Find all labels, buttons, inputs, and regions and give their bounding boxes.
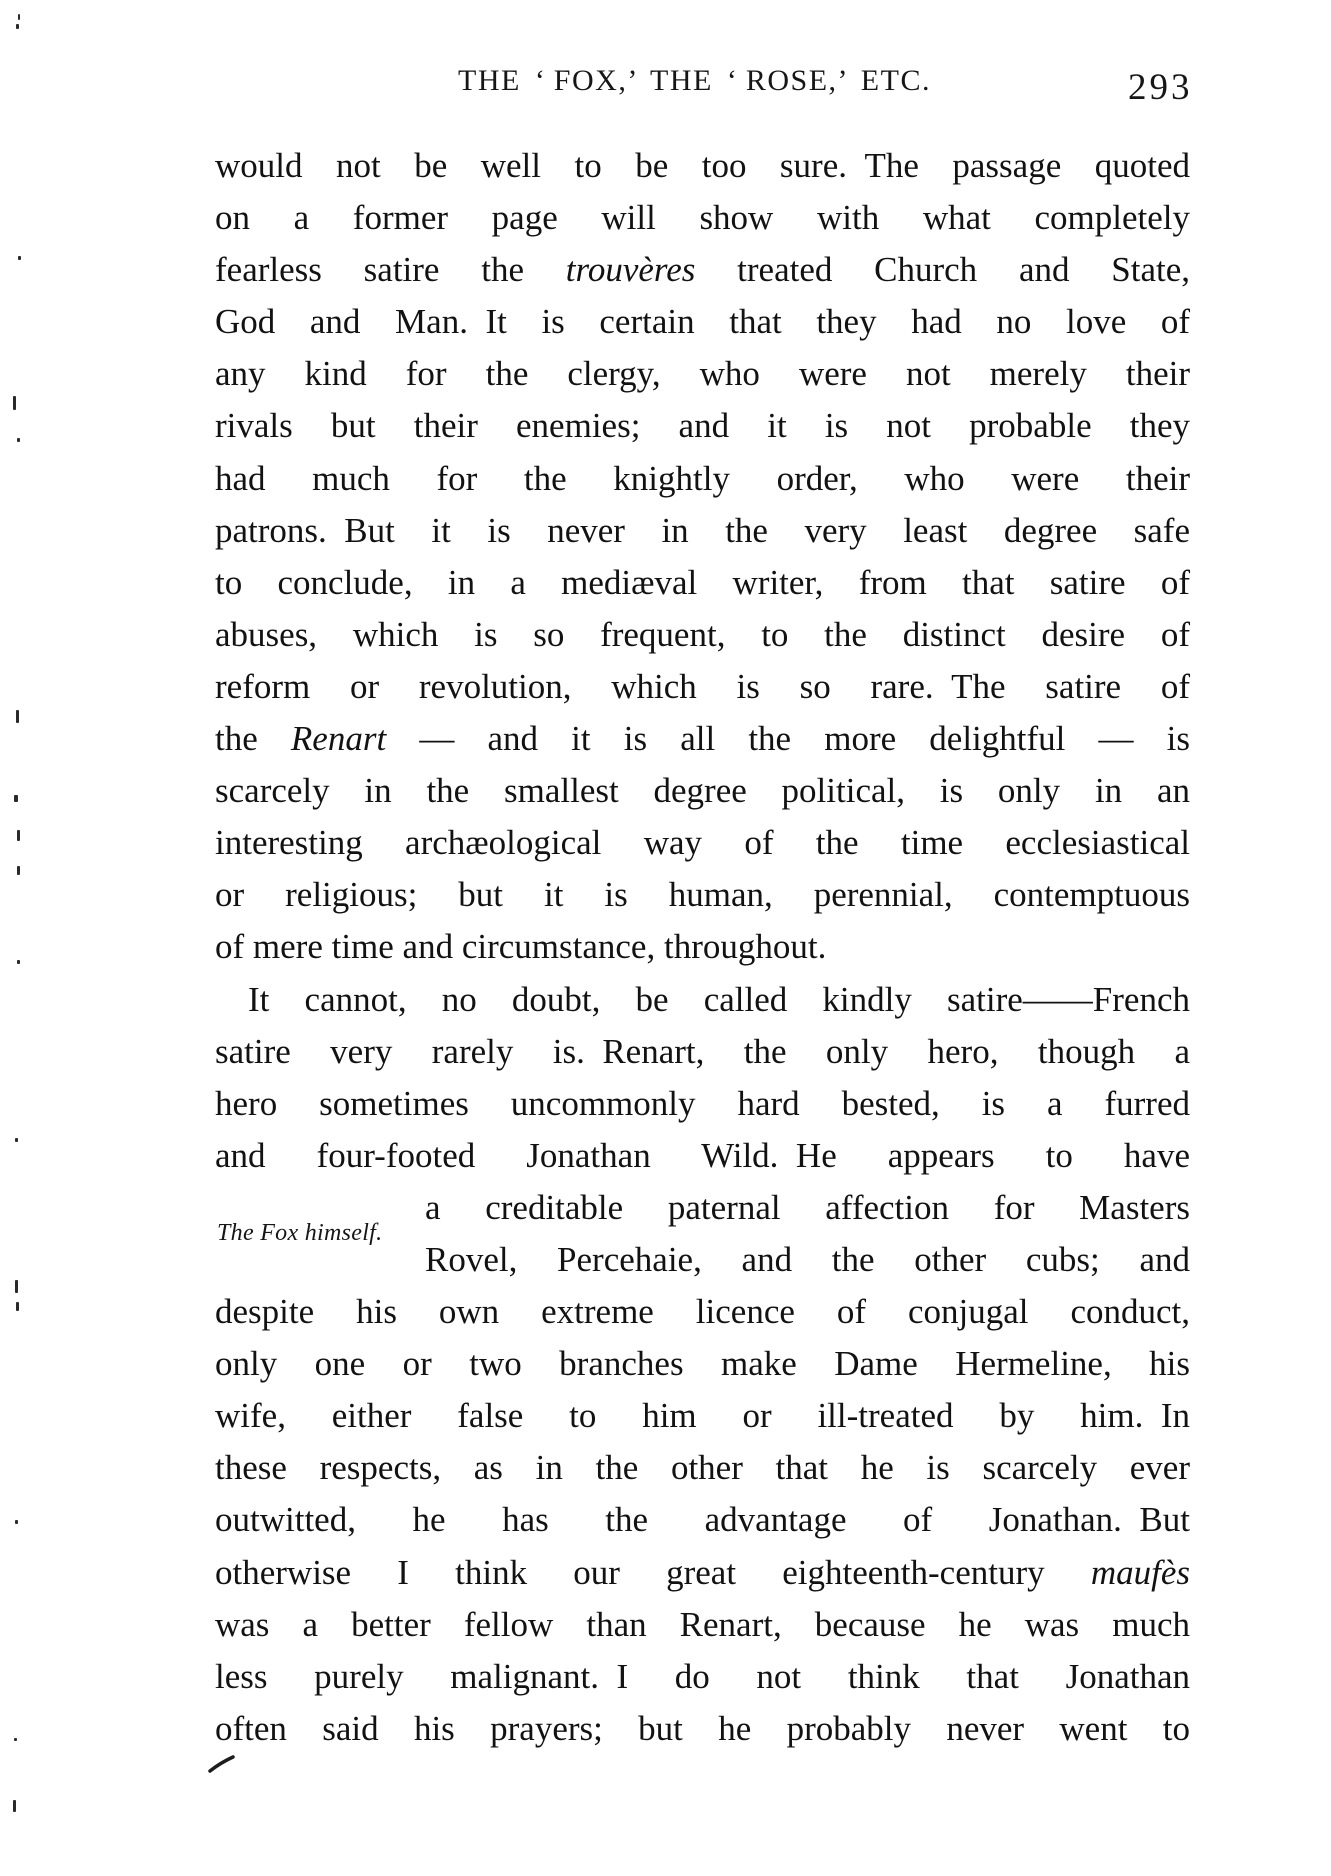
text-segment: Rovel, Percehaie, and the other cubs; and: [425, 1239, 1190, 1279]
text-segment: any kind for the clergy, who were not merely their: [215, 354, 1190, 394]
italic-text-segment: trouvères: [565, 250, 696, 290]
text-segment: on a former page will show with what completely: [215, 198, 1190, 238]
text-segment: less purely malignant. I do not think that Jonathan: [215, 1656, 1190, 1696]
text-segment: interesting archæological way of the time ecclesiastical: [215, 823, 1190, 863]
text-line: [215, 557, 1190, 609]
text-line: [215, 140, 1190, 192]
text-segment: the: [215, 719, 291, 759]
text-line: [215, 817, 1190, 869]
text-line: [215, 1442, 1190, 1494]
text-segment: often said his prayers; but he probably never went to: [215, 1708, 1190, 1748]
text-line: [215, 1651, 1190, 1703]
text-line: [215, 1338, 1190, 1390]
text-segment: of mere time and circumstance, throughout.: [215, 927, 827, 967]
text-line: [215, 296, 1190, 348]
text-segment: satire very rarely is. Renart, the only hero, though a: [215, 1031, 1190, 1071]
text-segment: hero sometimes uncommonly hard bested, is a furred: [215, 1083, 1190, 1123]
scan-speck: [15, 1520, 18, 1524]
text-segment: a creditable paternal affection for Masters: [425, 1187, 1190, 1227]
scan-speck: [17, 960, 20, 964]
scan-speck: [13, 1800, 16, 1812]
text-segment: otherwise I think our great eighteenth-century: [215, 1552, 1091, 1592]
text-line: [215, 505, 1190, 557]
text-segment: treated Church and State,: [695, 250, 1191, 290]
text-line: [215, 869, 1190, 921]
text-segment: scarcely in the smallest degree political, is only in an: [215, 771, 1190, 811]
scan-speck: [18, 14, 20, 20]
scan-speck: [15, 1138, 18, 1142]
text-segment: patrons. But it is never in the very least degree safe: [215, 510, 1190, 550]
scan-speck: [16, 710, 19, 723]
text-segment: despite his own extreme licence of conjugal conduct,: [215, 1292, 1190, 1332]
scan-speck: [15, 1280, 18, 1293]
text-segment: to conclude, in a mediæval writer, from that satire of: [215, 562, 1190, 602]
scan-speck: [17, 438, 20, 442]
running-header-title: THE ‘ FOX,’ THE ‘ ROSE,’ ETC.: [458, 64, 931, 97]
text-line: [215, 661, 1190, 713]
text-segment: — and it is all the more delightful — is: [386, 719, 1190, 759]
text-line: [215, 765, 1190, 817]
body-text-block: [215, 140, 1190, 1755]
scan-speck: [17, 830, 20, 841]
text-line: [215, 192, 1190, 244]
text-line: [215, 400, 1190, 452]
text-line: [215, 453, 1190, 505]
text-segment: was a better fellow than Renart, because he was much: [215, 1604, 1190, 1644]
text-segment: had much for the knightly order, who were their: [215, 458, 1190, 498]
text-line: [215, 348, 1190, 400]
text-line: [215, 1494, 1190, 1546]
text-segment: fearless satire the: [215, 250, 566, 290]
text-line: [215, 1130, 1190, 1182]
scan-speck: [17, 866, 20, 875]
scan-speck: [13, 396, 16, 410]
text-segment: outwitted, he has the advantage of Jonathan. But: [215, 1500, 1190, 1540]
text-segment: rivals but their enemies; and it is not probable they: [215, 406, 1190, 446]
text-segment: God and Man. It is certain that they had no love of: [215, 302, 1190, 342]
text-line: [215, 974, 1190, 1026]
text-line: [215, 1390, 1190, 1442]
text-line: [215, 609, 1190, 661]
italic-text-segment: Renart: [290, 719, 387, 759]
margin-note: The Fox himself.: [217, 1220, 383, 1246]
text-segment: wife, either false to him or ill-treated by him. In: [215, 1396, 1190, 1436]
text-line: [215, 1599, 1190, 1651]
text-segment: or religious; but it is human, perennial, contemptuous: [215, 875, 1190, 915]
italic-text-segment: maufès: [1090, 1552, 1190, 1592]
scan-speck: [16, 1302, 19, 1311]
text-segment: It cannot, no doubt, be called kindly satire——French: [248, 979, 1190, 1019]
scan-speck: [16, 24, 19, 29]
text-segment: would not be well to be too sure. The passage quoted: [215, 146, 1190, 185]
scan-speck: [18, 256, 21, 260]
text-line: [215, 1286, 1190, 1338]
text-segment: these respects, as in the other that he is scarcely ever: [215, 1448, 1190, 1488]
text-line: [215, 1026, 1190, 1078]
text-segment: abuses, which is so frequent, to the distinct desire of: [215, 614, 1190, 654]
text-line: [215, 1547, 1190, 1599]
text-line: [215, 1703, 1190, 1755]
text-segment: and four-footed Jonathan Wild. He appears to have: [215, 1135, 1190, 1175]
text-segment: only one or two branches make Dame Hermeline, his: [215, 1344, 1190, 1384]
text-segment: reform or revolution, which is so rare. The satire of: [215, 666, 1190, 706]
page-number: 293: [1128, 67, 1193, 108]
scan-speck: [14, 795, 18, 802]
text-line: [215, 713, 1190, 765]
text-line: [215, 244, 1190, 296]
scan-speck: [14, 1738, 17, 1741]
text-line: [215, 1078, 1190, 1130]
text-line: [215, 921, 1190, 973]
